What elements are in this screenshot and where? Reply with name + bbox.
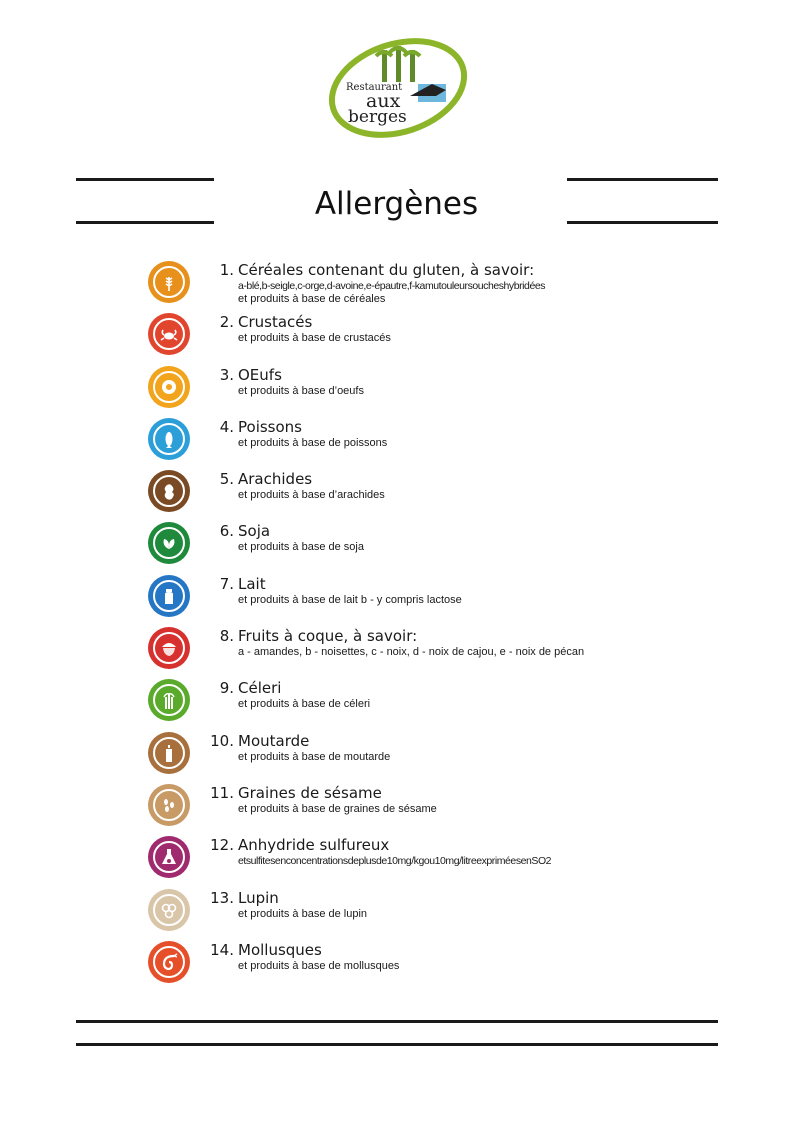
logo-text-restaurant: Restaurant: [346, 82, 403, 93]
allergen-badge: [148, 627, 190, 669]
allergen-item: [148, 519, 778, 571]
allergen-badge: [148, 732, 190, 774]
allergen-name: Arachides: [238, 470, 313, 489]
allergen-number: 8.: [219, 627, 234, 646]
restaurant-logo: [326, 38, 470, 138]
allergen-name: Poissons: [238, 417, 302, 436]
soy-leaf-icon: [158, 532, 180, 554]
page-title: Allergènes: [314, 186, 479, 222]
allergen-detail: et produits à base de mollusques: [238, 959, 400, 972]
mustard-icon: [158, 742, 180, 764]
allergen-badge: [148, 784, 190, 826]
allergen-number: 12.: [210, 836, 234, 855]
logo-text-berges: berges: [348, 107, 407, 127]
footer-rule-top: [76, 1020, 718, 1023]
lupin-icon: [158, 899, 180, 921]
badge-ring: [153, 318, 185, 350]
allergen-item: [148, 938, 778, 990]
allergen-badge: [148, 941, 190, 983]
badge-ring: [153, 371, 185, 403]
badge-ring: [153, 737, 185, 769]
allergen-detail: et produits à base de lupin: [238, 907, 368, 920]
allergen-detail: et produits à base de lait b - y compris lactose: [238, 593, 462, 606]
badge-ring: [153, 475, 185, 507]
allergen-detail: et produits à base de soja: [238, 541, 364, 554]
allergen-detail: et produits à base de crustacés: [238, 332, 391, 345]
allergen-detail-secondary: et produits à base de céréales: [238, 293, 386, 305]
allergen-badge: [148, 418, 190, 460]
allergen-detail: et produits à base de céleri: [238, 698, 371, 711]
allergen-detail: et produits à base de poissons: [238, 436, 388, 449]
allergen-name: Crustacés: [238, 313, 313, 332]
logo-emblem-icon: [326, 38, 470, 138]
allergen-list: [148, 258, 778, 990]
allergen-item: [148, 729, 778, 781]
badge-ring: [153, 423, 185, 455]
allergen-item: [148, 415, 778, 467]
allergen-name: Soja: [238, 522, 271, 541]
header-rule-left-top: [76, 178, 214, 181]
sesame-icon: [158, 794, 180, 816]
allergen-badge: [148, 889, 190, 931]
allergen-item: [148, 833, 778, 885]
crab-icon: [158, 323, 180, 345]
allergen-detail: a-blé,b-seigle,c-orge,d-avoine,e-épautre,f-kamutouleursoucheshybridées: [238, 280, 546, 292]
badge-ring: [153, 841, 185, 873]
allergen-name: Fruits à coque, à savoir:: [238, 627, 418, 646]
allergen-badge: [148, 836, 190, 878]
shrimp-icon: [158, 951, 180, 973]
allergen-number: 1.: [219, 261, 234, 279]
allergen-number: 7.: [219, 574, 234, 593]
nut-icon: [158, 637, 180, 659]
allergen-item: [148, 363, 778, 415]
allergen-number: 3.: [219, 365, 234, 384]
allergen-item: [148, 781, 778, 833]
allergen-number: 5.: [219, 470, 234, 489]
peanut-icon: [158, 480, 180, 502]
badge-ring: [153, 684, 185, 716]
allergen-item: [148, 886, 778, 938]
milk-bottle-icon: [158, 585, 180, 607]
allergen-name: Anhydride sulfureux: [238, 836, 390, 855]
allergen-badge: [148, 522, 190, 564]
allergen-number: 6.: [219, 522, 234, 541]
badge-ring: [153, 946, 185, 978]
allergen-name: OEufs: [238, 365, 282, 384]
allergen-number: 14.: [210, 940, 234, 959]
celery-icon: [158, 689, 180, 711]
allergen-item: [148, 258, 778, 310]
allergen-badge: [148, 679, 190, 721]
badge-ring: [153, 894, 185, 926]
allergen-item: [148, 572, 778, 624]
allergen-detail: et produits à base de graines de sésame: [238, 802, 437, 815]
logo-text-aux: aux: [366, 90, 401, 112]
flask-icon: [158, 846, 180, 868]
allergen-number: 2.: [219, 313, 234, 332]
header-rule-right-top: [567, 178, 718, 181]
badge-ring: [153, 580, 185, 612]
allergen-name: Graines de sésame: [238, 783, 382, 802]
allergen-item: [148, 467, 778, 519]
badge-ring: [153, 632, 185, 664]
allergen-detail: etsulfitesenconcentrationsdeplusde10mg/kgou10mg/litreexpriméesenSO2: [238, 855, 552, 868]
fish-icon: [158, 428, 180, 450]
allergen-name: Moutarde: [238, 731, 310, 750]
allergen-badge: [148, 313, 190, 355]
allergen-item: [148, 676, 778, 728]
allergen-number: 9.: [219, 679, 234, 698]
allergen-item: [148, 624, 778, 676]
allergen-name: Lupin: [238, 888, 279, 907]
allergen-badge: [148, 366, 190, 408]
egg-icon: [158, 376, 180, 398]
allergen-badge: [148, 261, 190, 303]
badge-ring: [153, 789, 185, 821]
allergen-number: 4.: [219, 417, 234, 436]
allergen-number: 10.: [210, 731, 234, 750]
badge-ring: [153, 266, 185, 298]
allergen-name: Céleri: [238, 679, 282, 698]
badge-ring: [153, 527, 185, 559]
allergen-name: Lait: [238, 574, 266, 593]
allergen-badge: [148, 470, 190, 512]
allergen-detail: et produits à base d’arachides: [238, 489, 385, 502]
allergen-number: 13.: [210, 888, 234, 907]
wheat-icon: [158, 271, 180, 293]
allergen-name: Céréales contenant du gluten, à savoir:: [238, 261, 535, 279]
allergen-detail: et produits à base d’oeufs: [238, 384, 364, 397]
allergen-detail: et produits à base de moutarde: [238, 750, 391, 763]
allergen-badge: [148, 575, 190, 617]
allergen-number: 11.: [210, 783, 234, 802]
allergen-item: [148, 310, 778, 362]
footer-rule-bottom: [76, 1043, 718, 1046]
allergen-detail: a - amandes, b - noisettes, c - noix, d - noix de cajou, e - noix de pécan: [238, 646, 585, 659]
allergen-name: Mollusques: [238, 940, 322, 959]
